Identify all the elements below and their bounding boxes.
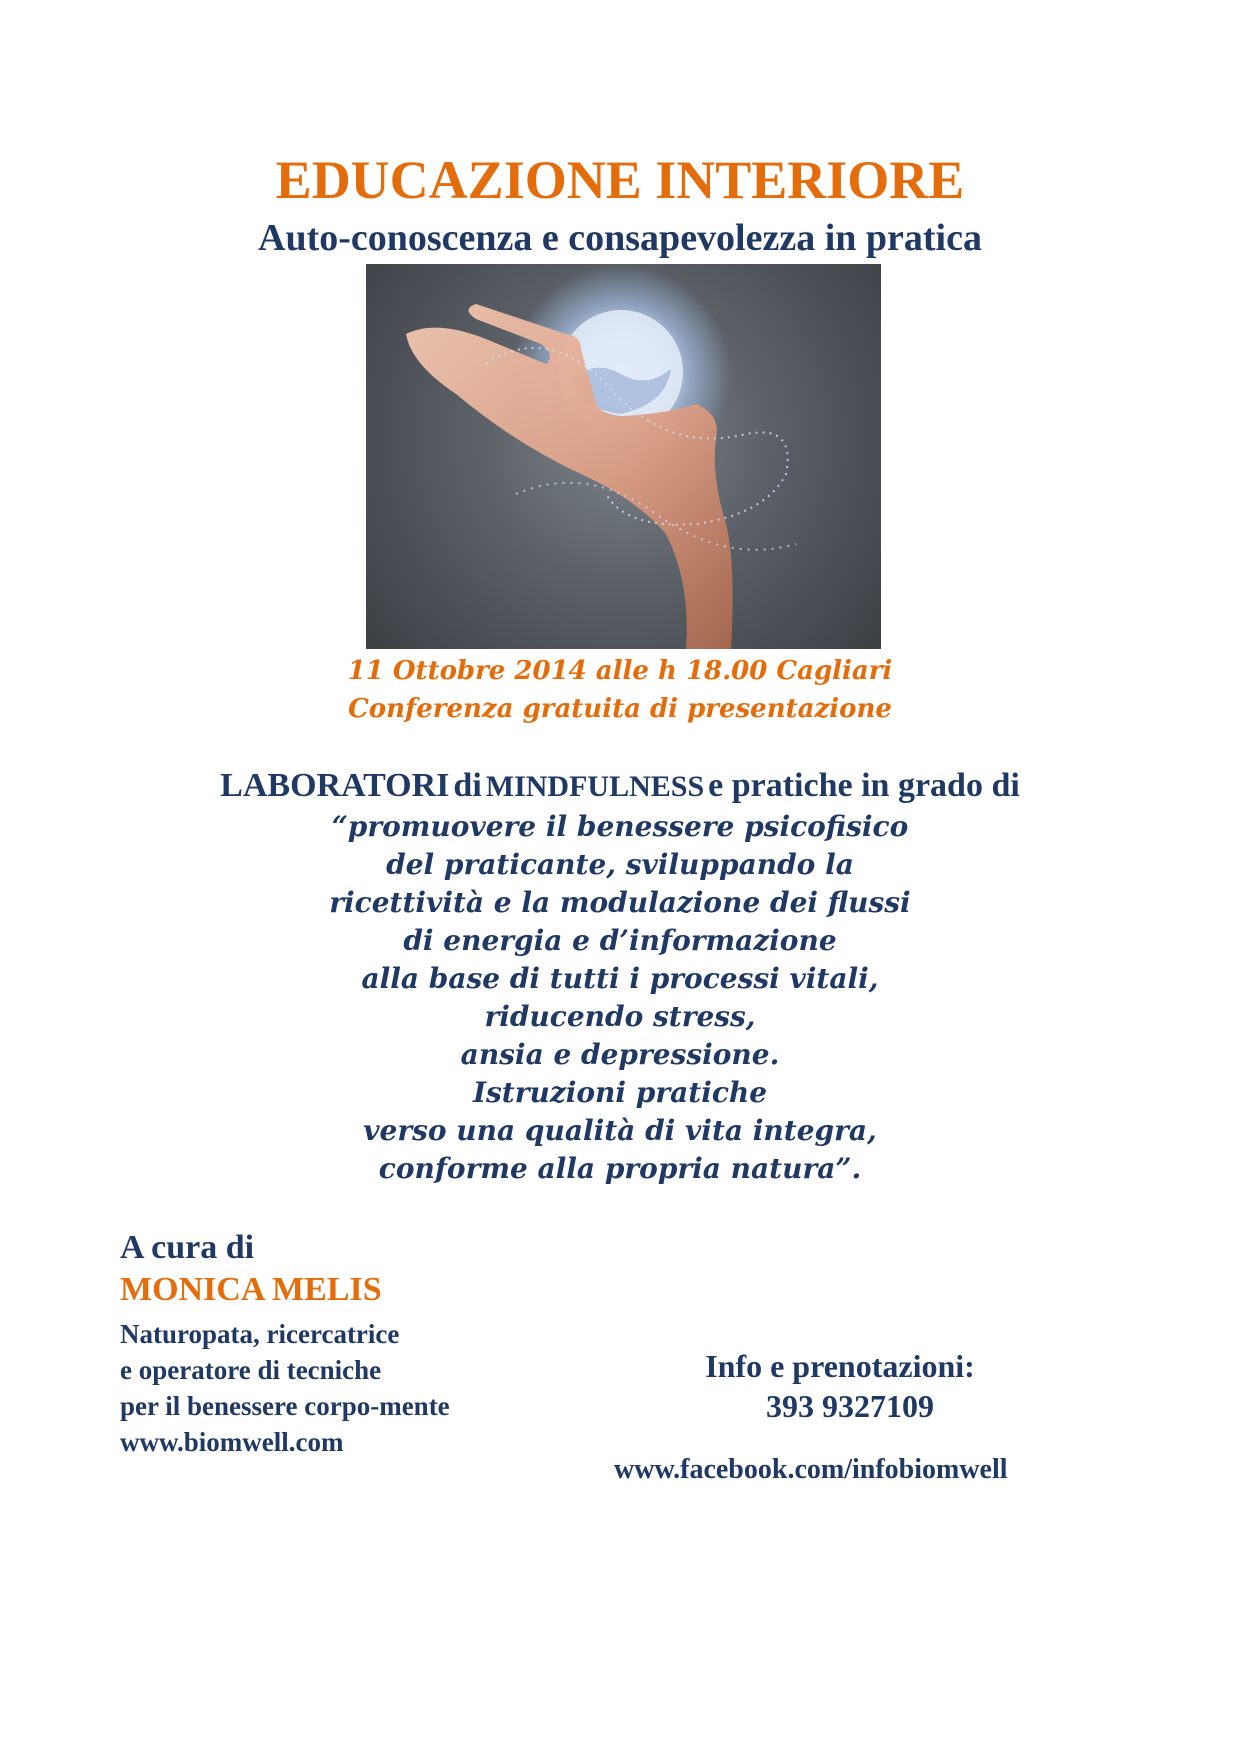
- quote-line: verso una qualità di vita integra,: [363, 1114, 877, 1147]
- facebook-link[interactable]: www.facebook.com/infobiomwell: [614, 1454, 1008, 1485]
- laboratori-connector: di: [453, 767, 482, 804]
- quote-line: del praticante, sviluppando la: [386, 848, 854, 881]
- quote-line: di energia e d’informazione: [403, 924, 837, 957]
- author-name: MONICA MELIS: [120, 1271, 382, 1308]
- laboratori-quote: [0, 808, 1240, 1188]
- quote-line: conforme alla propria natura”.: [378, 1152, 862, 1185]
- laboratori-rest: e pratiche in grado di: [708, 767, 1020, 804]
- quote-line: riducendo stress,: [484, 1000, 756, 1033]
- author-desc-line: Naturopata, ricercatrice: [120, 1319, 400, 1349]
- hand-orb-image: [366, 264, 881, 649]
- page-title: EDUCAZIONE INTERIORE: [275, 150, 965, 210]
- contact-phone[interactable]: 393 9327109: [766, 1388, 934, 1424]
- hand-holding-orb-icon: [366, 264, 881, 649]
- quote-line: alla base di tutti i processi vitali,: [361, 962, 879, 995]
- author-website-link[interactable]: www.biomwell.com: [120, 1427, 344, 1457]
- page-subtitle: Auto-conoscenza e consapevolezza in pratica: [258, 217, 982, 259]
- author-desc-line: per il benessere corpo-mente: [120, 1391, 450, 1421]
- laboratori-heading: [0, 766, 1240, 812]
- quote-line: Istruzioni pratiche: [472, 1076, 768, 1109]
- contact-label: Info e prenotazioni:: [705, 1348, 975, 1384]
- author-block: [120, 1228, 640, 1460]
- laboratori-lead: LABORATORI: [220, 767, 450, 804]
- author-desc-line: e operatore di tecniche: [120, 1355, 382, 1385]
- laboratori-topic: MINDFULNESS: [485, 770, 705, 803]
- event-date: 11 Ottobre 2014 alle h 18.00 Cagliari: [347, 656, 893, 686]
- quote-line: “promuovere il benessere psicofisico: [331, 810, 909, 843]
- event-conference: Conferenza gratuita di presentazione: [348, 694, 892, 724]
- quote-line: ricettività e la modulazione dei flussi: [329, 886, 911, 919]
- contact-block: [620, 1346, 1120, 1426]
- quote-line: ansia e depressione.: [460, 1038, 780, 1071]
- event-details: [0, 652, 1240, 728]
- author-description: [120, 1316, 640, 1460]
- author-intro: A cura di: [120, 1229, 255, 1266]
